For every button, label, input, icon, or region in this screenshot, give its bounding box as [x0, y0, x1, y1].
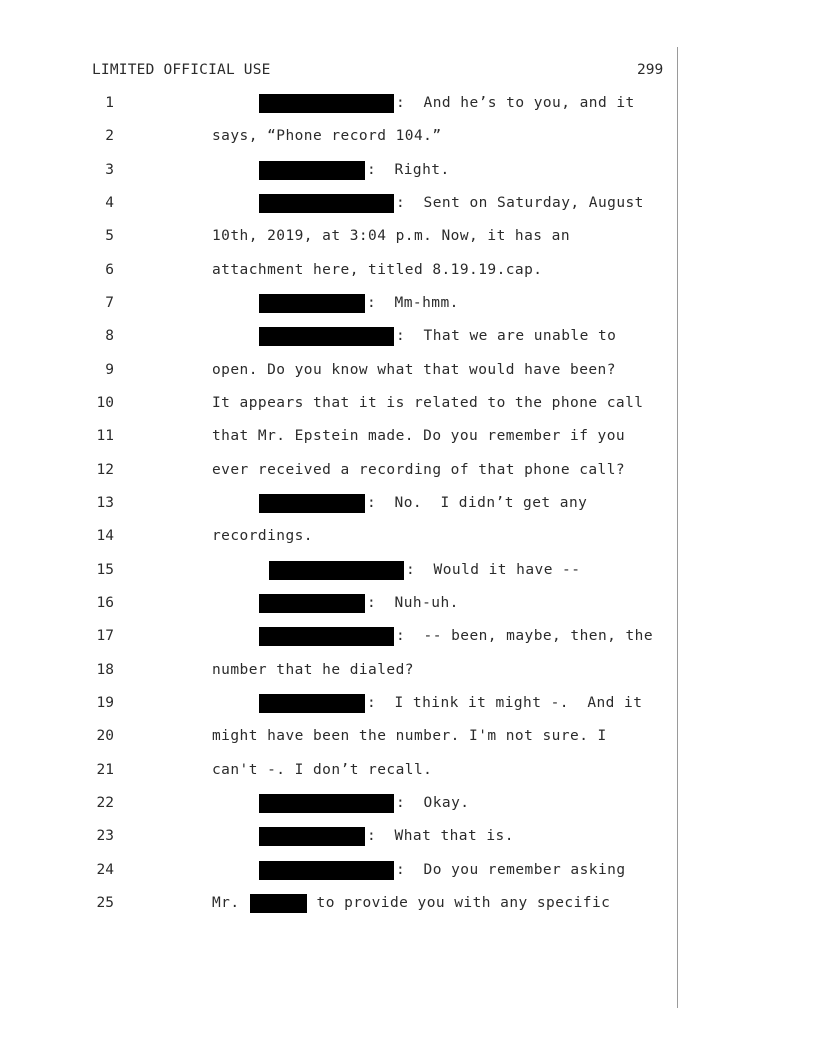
transcript-line: [0, 624, 816, 648]
redaction-block: [259, 627, 394, 646]
transcript-text: ever received a recording of that phone call?: [212, 462, 626, 478]
transcript-text: might have been the number. I'm not sure. I: [212, 728, 607, 744]
transcript-line: [0, 891, 816, 915]
speaker-line: [259, 858, 626, 882]
line-number: 2: [105, 128, 114, 144]
transcript-text: It appears that it is related to the phone call: [212, 395, 644, 411]
redaction-block: [259, 327, 394, 346]
line-number: 15: [96, 562, 114, 578]
line-number: 11: [96, 428, 114, 444]
transcript-line: [0, 324, 816, 348]
speaker-line: [259, 624, 653, 648]
redaction-block: [259, 694, 365, 713]
line-number: 14: [96, 528, 114, 544]
line-number: 17: [96, 628, 114, 644]
redaction-block: [250, 894, 307, 913]
transcript-line: [0, 658, 816, 682]
transcript-text: : I think it might -. And it: [367, 695, 643, 711]
transcript-text: : Okay.: [396, 795, 470, 811]
transcript-line: [0, 791, 816, 815]
redaction-block: [259, 861, 394, 880]
line-number: 18: [96, 662, 114, 678]
classification-header: LIMITED OFFICIAL USE: [92, 62, 271, 78]
transcript-line: [0, 424, 816, 448]
redaction-block: [259, 194, 394, 213]
transcript-line: [0, 824, 816, 848]
transcript-line: [0, 258, 816, 282]
transcript-line: [0, 858, 816, 882]
speaker-line: [259, 491, 587, 515]
speaker-line: [259, 158, 450, 182]
redaction-block: [259, 294, 365, 313]
line-number: 9: [105, 362, 114, 378]
line-number: 13: [96, 495, 114, 511]
line-number: 19: [96, 695, 114, 711]
transcript-text: that Mr. Epstein made. Do you remember if you: [212, 428, 626, 444]
line-number: 20: [96, 728, 114, 744]
transcript-line: [0, 491, 816, 515]
line-number: 4: [105, 195, 114, 211]
transcript-line: [0, 124, 816, 148]
redaction-block: [259, 161, 365, 180]
speaker-line: [269, 558, 580, 582]
line-number: 10: [96, 395, 114, 411]
speaker-line: [259, 591, 459, 615]
transcript-text: : Sent on Saturday, August: [396, 195, 644, 211]
line-number: 12: [96, 462, 114, 478]
line-number: 6: [105, 262, 114, 278]
redaction-block: [269, 561, 404, 580]
line-number: 3: [105, 162, 114, 178]
transcript-line: [0, 724, 816, 748]
speaker-line: [259, 324, 616, 348]
speaker-line: [259, 191, 644, 215]
redaction-block: [259, 794, 394, 813]
line-number: 21: [96, 762, 114, 778]
line-number: 16: [96, 595, 114, 611]
transcript-line: [0, 158, 816, 182]
transcript-text: Mr.: [212, 895, 240, 911]
transcript-line: [0, 691, 816, 715]
transcript-text: says, “Phone record 104.”: [212, 128, 442, 144]
transcript-line: [0, 591, 816, 615]
speaker-line: [259, 824, 514, 848]
speaker-line: [259, 791, 469, 815]
transcript-line: [0, 358, 816, 382]
line-number: 7: [105, 295, 114, 311]
transcript-line: [0, 758, 816, 782]
transcript-line: [0, 91, 816, 115]
redaction-block: [259, 594, 365, 613]
speaker-line: [212, 891, 610, 915]
transcript-line: [0, 524, 816, 548]
transcript-text: : Would it have --: [406, 562, 581, 578]
transcript-line: [0, 458, 816, 482]
transcript-text: : Mm-hmm.: [367, 295, 459, 311]
transcript-text: attachment here, titled 8.19.19.cap.: [212, 262, 543, 278]
transcript-text: : Right.: [367, 162, 450, 178]
transcript-text: number that he dialed?: [212, 662, 414, 678]
transcript-text: : What that is.: [367, 828, 514, 844]
transcript-text: recordings.: [212, 528, 313, 544]
transcript-text: 10th, 2019, at 3:04 p.m. Now, it has an: [212, 228, 571, 244]
speaker-line: [259, 91, 635, 115]
transcript-text: : That we are unable to: [396, 328, 617, 344]
transcript-text: : Do you remember asking: [396, 862, 626, 878]
transcript-text: open. Do you know what that would have been?: [212, 362, 616, 378]
transcript-text: : Nuh-uh.: [367, 595, 459, 611]
line-number: 25: [96, 895, 114, 911]
redaction-block: [259, 94, 394, 113]
line-number: 8: [105, 328, 114, 344]
transcript-text: can't -. I don’t recall.: [212, 762, 433, 778]
transcript-text: : And he’s to you, and it: [396, 95, 635, 111]
line-number: 23: [96, 828, 114, 844]
transcript-line: [0, 191, 816, 215]
redaction-block: [259, 494, 365, 513]
line-number: 22: [96, 795, 114, 811]
page-number: 299: [637, 62, 664, 78]
line-number: 24: [96, 862, 114, 878]
redaction-block: [259, 827, 365, 846]
transcript-line: [0, 224, 816, 248]
transcript-line: [0, 391, 816, 415]
transcript-text: to provide you with any specific: [316, 895, 611, 911]
speaker-line: [259, 291, 459, 315]
transcript-line: [0, 291, 816, 315]
transcript-text: : No. I didn’t get any: [367, 495, 588, 511]
transcript-text: : -- been, maybe, then, the: [396, 628, 654, 644]
speaker-line: [259, 691, 642, 715]
line-number: 5: [105, 228, 114, 244]
transcript-line: [0, 558, 816, 582]
line-number: 1: [105, 95, 114, 111]
